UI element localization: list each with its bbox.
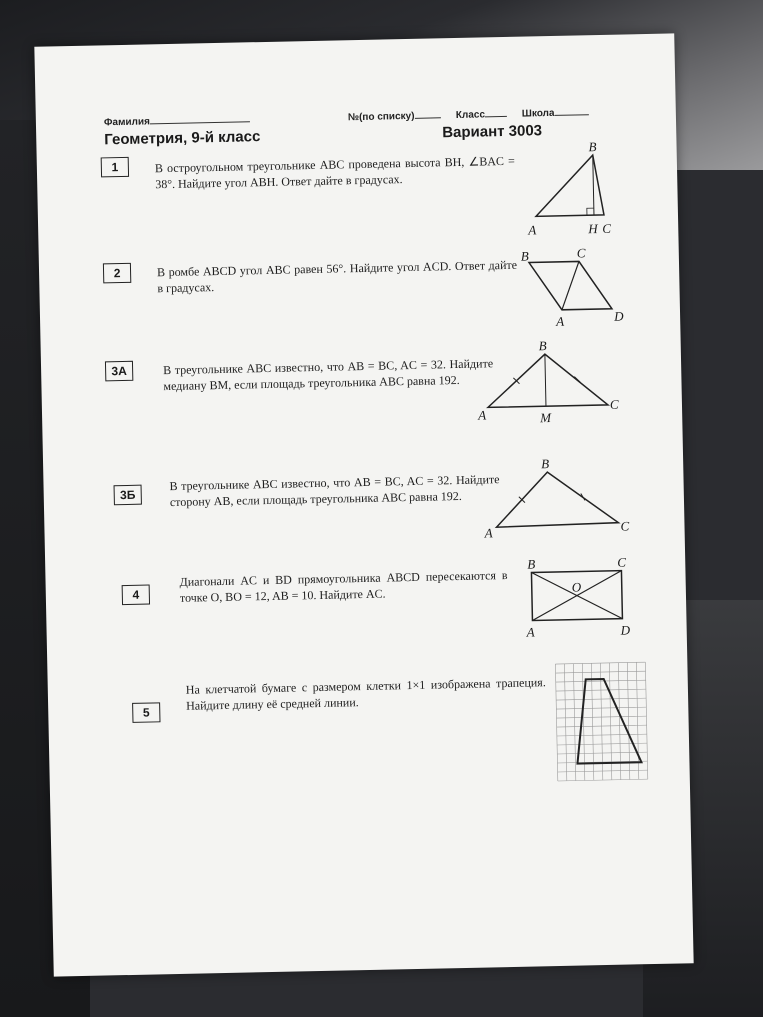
task-4-figure (521, 556, 643, 648)
task-2-number: 2 (103, 263, 131, 284)
label-c: C (609, 396, 619, 412)
variant-label: Вариант 3003 (442, 122, 543, 142)
label-c: C (576, 245, 586, 261)
task-4-number: 4 (122, 585, 150, 606)
task-3a-text: В треугольнике ABC известно, что AB = BC, AC = 32. Найдите медиану BM, если площадь треугольника ABC равна 192. (162, 356, 494, 394)
surname-label: Фамилия (103, 116, 151, 129)
diagonal-ca (561, 261, 580, 309)
label-c: C (602, 220, 612, 236)
label-a: A (556, 313, 565, 329)
list-number-blank (414, 108, 440, 119)
surname-blank (150, 112, 250, 124)
task-3a-figure (477, 338, 629, 429)
label-b: B (520, 248, 529, 264)
label-b: B (588, 139, 597, 155)
label-d: D (613, 308, 624, 324)
task-4-text: Диагонали AC и BD прямоугольника ABCD пересекаются в точке O, BO = 12, AB = 10. Найдите AC. (179, 568, 508, 605)
task-1-number: 1 (101, 157, 129, 178)
school-field (522, 105, 589, 119)
triangle-abc (487, 353, 608, 408)
school-label: Школа (521, 107, 555, 120)
label-d: D (620, 622, 631, 638)
task-5-text: На клетчатой бумаге с размером клетки 1×1 изображена трапеция. Найдите длину её средней линии. (185, 675, 546, 713)
grid-line (573, 664, 575, 781)
list-number-label: №(по списку) (347, 110, 415, 124)
list-number-field (348, 108, 441, 123)
label-b: B (541, 456, 550, 472)
task-2-text: В ромбе ABCD угол ABC равен 56°. Найдите угол ACD. Ответ дайте в градусах. (156, 257, 518, 296)
diagonal-ac (531, 571, 622, 621)
median-bm (545, 354, 546, 406)
task-5-figure (555, 662, 649, 784)
task-3b-number: 3Б (114, 485, 142, 506)
trapezoid (576, 678, 642, 763)
label-h: H (588, 221, 598, 237)
label-c: C (617, 554, 627, 570)
task-1-text: В остроугольном треугольнике ABC проведена высота BH, ∠BAC = 38°. Найдите угол ABH. Ответ дайте в градусах. (154, 153, 515, 192)
right-angle-mark (587, 208, 594, 215)
task-5-number: 5 (132, 702, 160, 723)
surname-field (104, 112, 250, 128)
class-blank (485, 107, 507, 117)
label-m: M (540, 410, 552, 426)
label-a: A (526, 624, 535, 640)
grid-line (645, 662, 647, 779)
worksheet-paper (34, 33, 693, 976)
label-a: A (528, 222, 537, 238)
task-3b-text: В треугольнике ABC известно, что AB = BC, AC = 32. Найдите сторону AB, если площадь треугольника ABC равна 192. (169, 472, 500, 510)
class-label: Класс (455, 109, 486, 121)
class-field (456, 107, 507, 121)
school-blank (554, 105, 588, 116)
page-title: Геометрия, 9-й класс (104, 128, 261, 149)
label-a: A (477, 407, 487, 423)
grid-line (555, 664, 557, 781)
task-3b-figure (484, 456, 639, 543)
task-2-figure (520, 245, 635, 329)
task-1-figure (527, 139, 629, 238)
label-b: B (538, 338, 547, 354)
label-o: O (571, 579, 582, 595)
label-c: C (620, 518, 630, 534)
label-a: A (484, 525, 493, 541)
triangle-abc (495, 471, 618, 528)
grid-line (564, 664, 566, 781)
label-b: B (527, 556, 536, 572)
task-3a-number: 3А (105, 361, 133, 382)
